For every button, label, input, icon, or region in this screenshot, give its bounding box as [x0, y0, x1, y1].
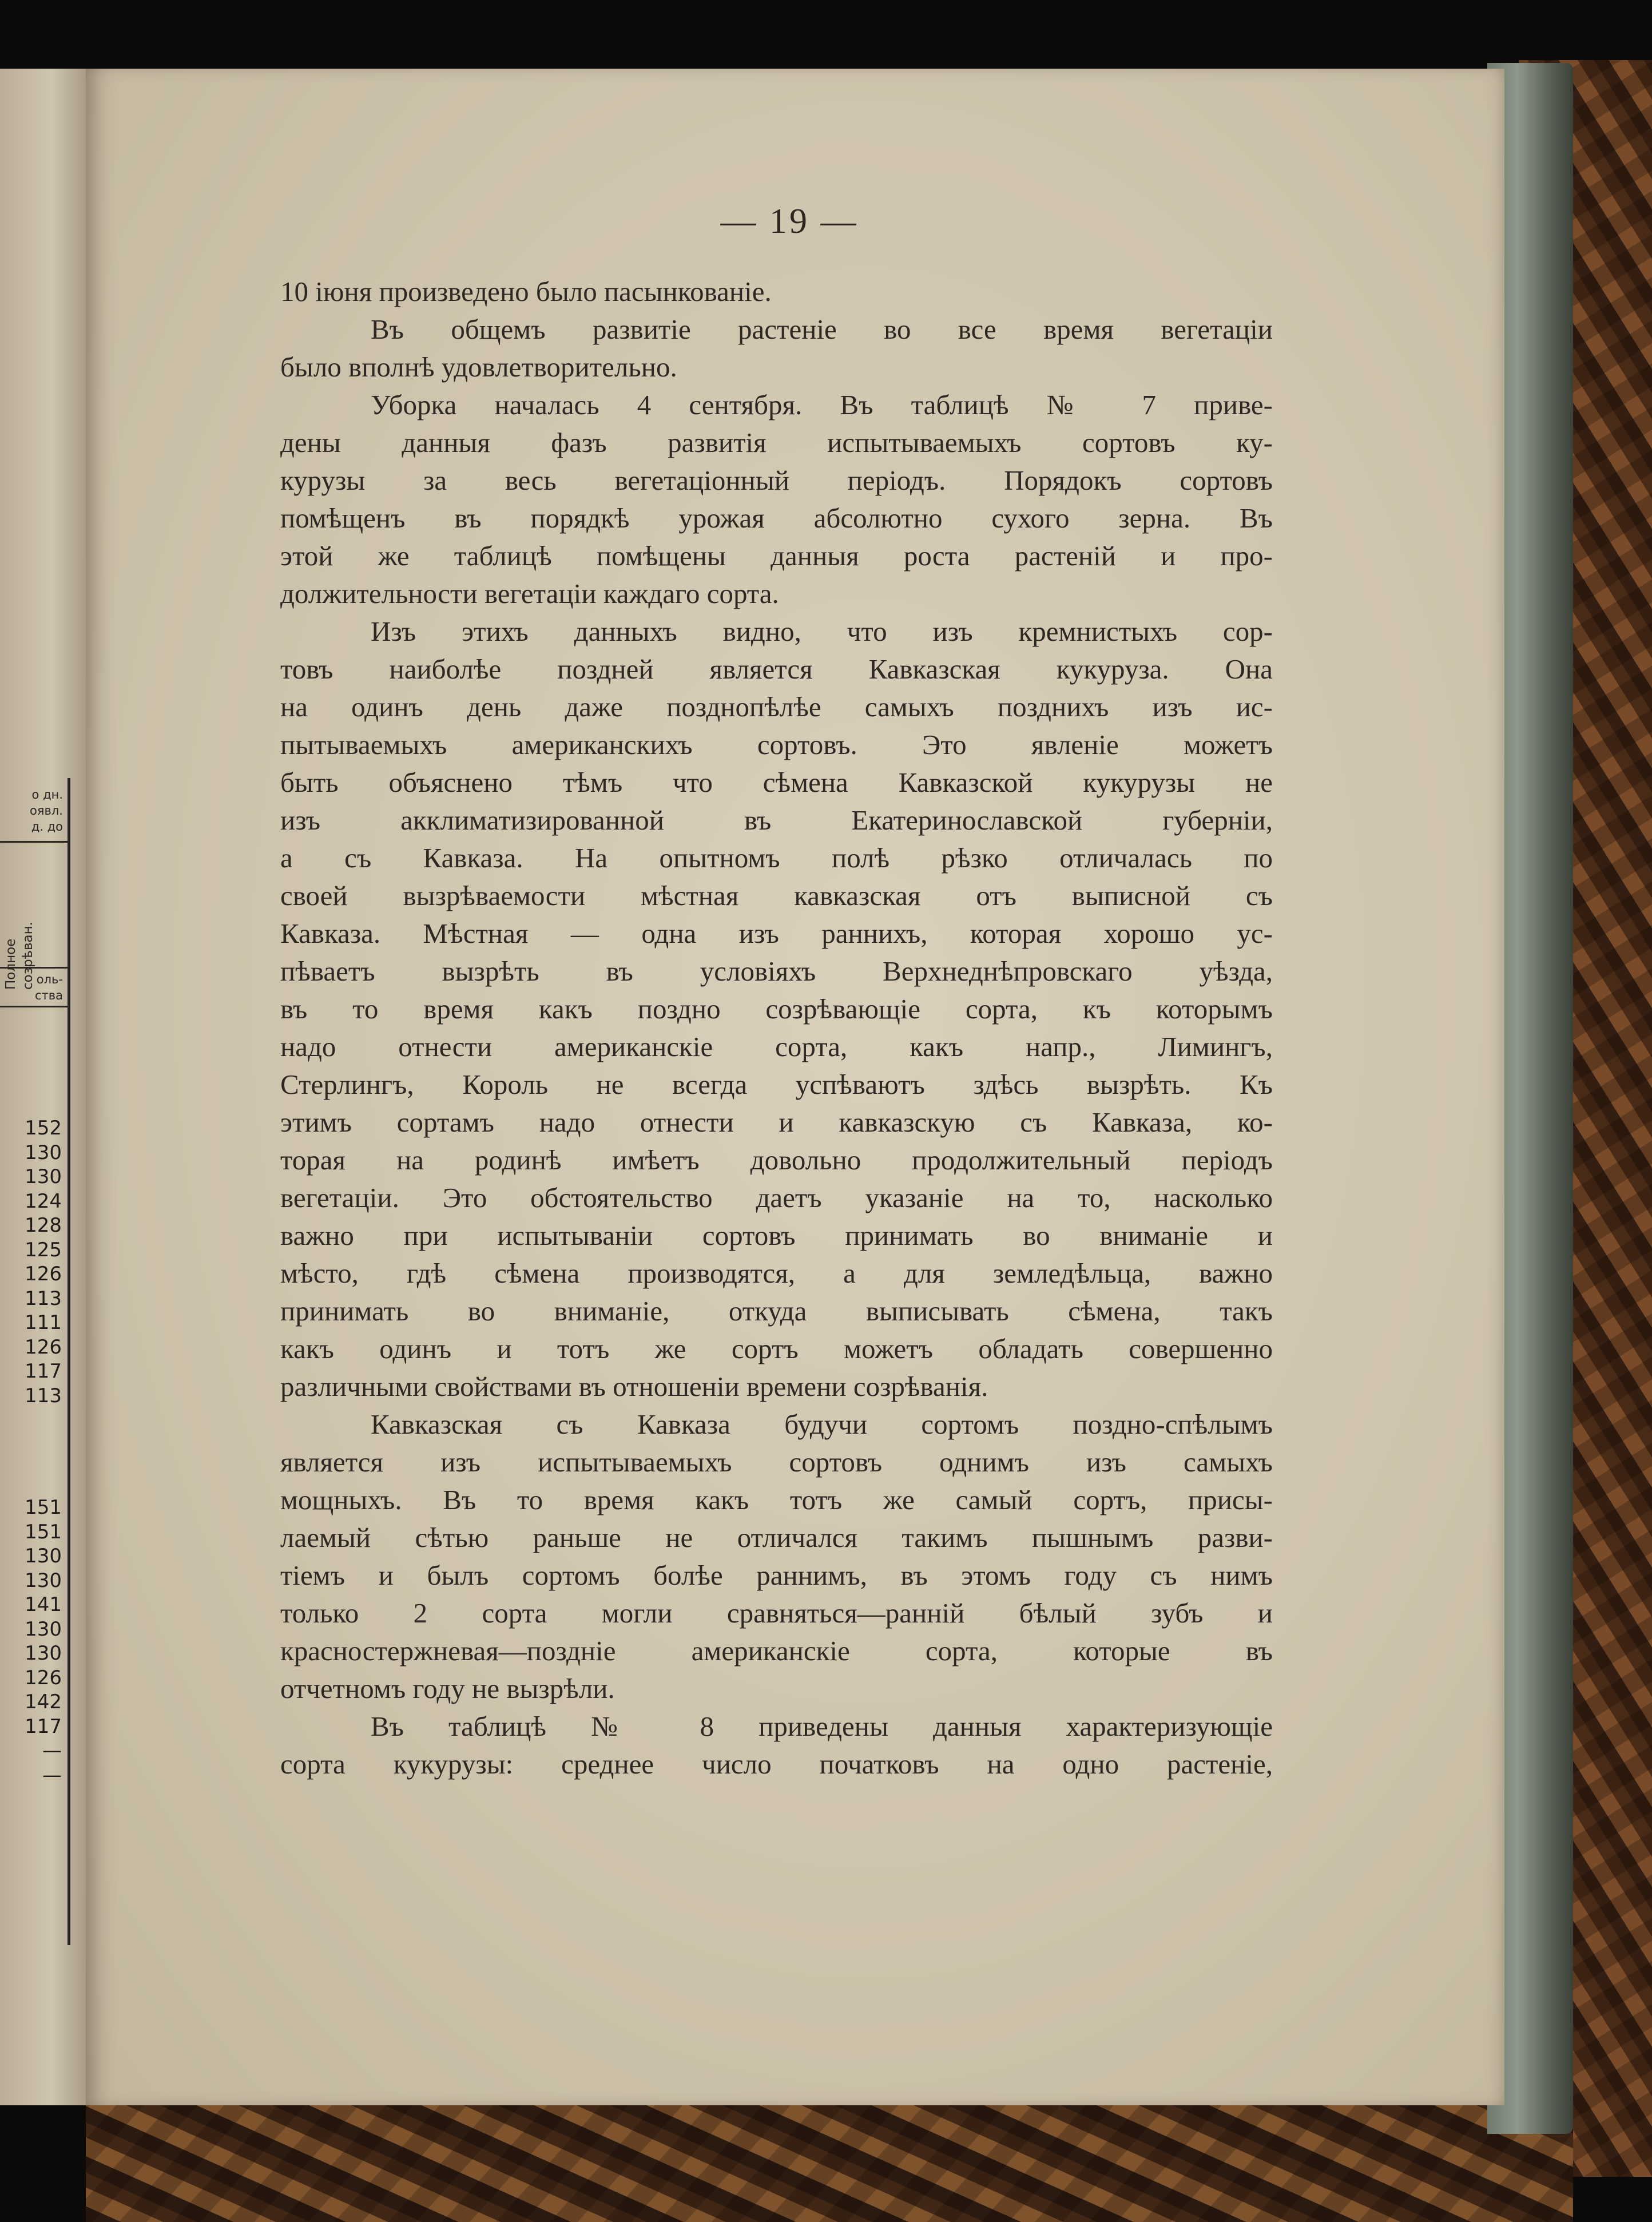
- text-line: курузы за весь вегетаціонный періодъ. Порядокъ сортовъ: [280, 465, 1273, 496]
- rotated-header-line: Полное: [3, 938, 18, 990]
- table-value: 151: [25, 1496, 62, 1519]
- text-line: этой же таблицѣ помѣщены данныя роста растеній и про-: [280, 540, 1273, 572]
- text-line: Кавказская съ Кавказа будучи сортомъ поздно-спѣлымъ: [371, 1408, 1273, 1440]
- table-value: 111: [25, 1311, 62, 1334]
- text-line: только 2 сорта могли сравняться—ранній бѣлый зубъ и: [280, 1597, 1273, 1629]
- rotated-column-header: [3, 881, 61, 990]
- table-value: —: [42, 1763, 62, 1787]
- table-header-line: оявл.: [30, 804, 63, 818]
- text-line: тіемъ и былъ сортомъ болѣе раннимъ, въ этомъ году съ нимъ: [280, 1560, 1273, 1591]
- text-line: торая на родинѣ имѣетъ довольно продолжительный періодъ: [280, 1144, 1273, 1176]
- text-line: быть объяснено тѣмъ что сѣмена Кавказской кукурузы не: [280, 767, 1273, 798]
- table-value: 142: [25, 1691, 62, 1713]
- text-line: является изъ испытываемыхъ сортовъ однимъ изъ самыхъ: [280, 1446, 1273, 1478]
- table-value: 128: [25, 1214, 62, 1237]
- table-value: 117: [25, 1360, 62, 1383]
- text-line: въ то время какъ поздно созрѣвающіе сорта, къ которымъ: [280, 993, 1273, 1025]
- table-value: 130: [25, 1141, 62, 1164]
- table-value: 151: [25, 1520, 62, 1544]
- text-line: пѣваетъ вызрѣть въ условіяхъ Верхнеднѣпровскаго уѣзда,: [280, 955, 1273, 987]
- text-line: мѣсто, гдѣ сѣмена производятся, а для земледѣльца, важно: [280, 1257, 1273, 1289]
- text-line: сорта кукурузы: среднее число початковъ на одно растеніе,: [280, 1748, 1273, 1780]
- table-value: 130: [25, 1642, 62, 1665]
- text-line: было вполнѣ удовлетворительно.: [280, 351, 677, 383]
- table-value: 113: [25, 1287, 62, 1310]
- table-value: 152: [25, 1117, 62, 1140]
- facing-page-left: [0, 69, 86, 2105]
- text-line: красностержневая—поздніе американскіе сорта, которые въ: [280, 1635, 1273, 1666]
- table-value: 130: [25, 1545, 62, 1568]
- text-line: этимъ сортамъ надо отнести и кавказскую съ Кавказа, ко-: [280, 1106, 1273, 1138]
- text-line: товъ наиболѣе поздней является Кавказская кукуруза. Она: [280, 653, 1273, 685]
- text-line: на одинъ день даже позднопѣлѣе самыхъ позднихъ изъ ис-: [280, 691, 1273, 723]
- table-value: 126: [25, 1335, 62, 1359]
- table-value: 130: [25, 1165, 62, 1188]
- table-header-line: оль-: [36, 973, 63, 986]
- table-value: 113: [25, 1384, 62, 1407]
- text-line: пытываемыхъ американскихъ сортовъ. Это явленіе можетъ: [280, 729, 1273, 760]
- text-line: своей вызрѣваемости мѣстная кавказская отъ выписной съ: [280, 880, 1273, 911]
- text-line: Кавказа. Мѣстная — одна изъ раннихъ, которая хорошо ус-: [280, 918, 1273, 949]
- text-line: а съ Кавказа. На опытномъ полѣ рѣзко отличалась по: [280, 842, 1273, 874]
- table-rule: [0, 1006, 67, 1007]
- text-line: Изъ этихъ данныхъ видно, что изъ кремнистыхъ сор-: [371, 616, 1273, 647]
- table-value: 141: [25, 1593, 62, 1616]
- text-line: лаемый сѣтью раньше не отличался такимъ пышнымъ разви-: [280, 1522, 1273, 1553]
- table-value: 117: [25, 1715, 62, 1738]
- table-rule: [0, 841, 67, 843]
- text-line: помѣщенъ въ порядкѣ урожая абсолютно сухого зерна. Въ: [280, 502, 1273, 534]
- table-value: 126: [25, 1666, 62, 1689]
- page-number: — 19 —: [720, 202, 859, 241]
- book-page: [86, 69, 1504, 2105]
- text-line: дены данныя фазъ развитія испытываемыхъ сортовъ ку-: [280, 427, 1273, 458]
- text-line: вегетаціи. Это обстоятельство даетъ указаніе на то, насколько: [280, 1182, 1273, 1213]
- text-line: надо отнести американскіе сорта, какъ напр., Лимингъ,: [280, 1031, 1273, 1062]
- text-line: различными свойствами въ отношеніи времени созрѣванія.: [280, 1371, 988, 1402]
- text-line: Въ общемъ развитіе растеніе во все время вегетаціи: [371, 314, 1273, 345]
- table-value: 125: [25, 1238, 62, 1261]
- text-line: 10 іюня произведено было пасынкованіе.: [280, 276, 772, 307]
- table-value: 126: [25, 1263, 62, 1285]
- text-line: Стерлингъ, Король не всегда успѣваютъ здѣсь вызрѣть. Къ: [280, 1069, 1273, 1100]
- text-line: отчетномъ году не вызрѣли.: [280, 1673, 615, 1704]
- rotated-header-line: созрѣван.: [21, 922, 35, 990]
- table-header-line: о дн.: [31, 788, 63, 801]
- text-line: должительности вегетаціи каждаго сорта.: [280, 578, 779, 609]
- text-line: изъ акклиматизированной въ Екатеринославской губерніи,: [280, 804, 1273, 836]
- table-header-line: ства: [34, 989, 63, 1002]
- table-value: —: [42, 1739, 62, 1762]
- text-line: Уборка началась 4 сентября. Въ таблицѣ № 7 приве-: [371, 389, 1273, 420]
- text-line: какъ одинъ и тотъ же сортъ можетъ обладать совершенно: [280, 1333, 1273, 1364]
- table-header-line: д. до: [31, 820, 63, 834]
- table-value: 124: [25, 1189, 62, 1213]
- text-line: мощныхъ. Въ то время какъ тотъ же самый сортъ, присы-: [280, 1484, 1273, 1515]
- text-line: Въ таблицѣ № 8 приведены данныя характеризующіе: [371, 1711, 1273, 1742]
- table-value: 130: [25, 1569, 62, 1592]
- text-line: принимать во вниманіе, откуда выписывать сѣмена, такъ: [280, 1295, 1273, 1327]
- table-value: 130: [25, 1617, 62, 1641]
- text-line: важно при испытываніи сортовъ принимать во вниманіе и: [280, 1220, 1273, 1251]
